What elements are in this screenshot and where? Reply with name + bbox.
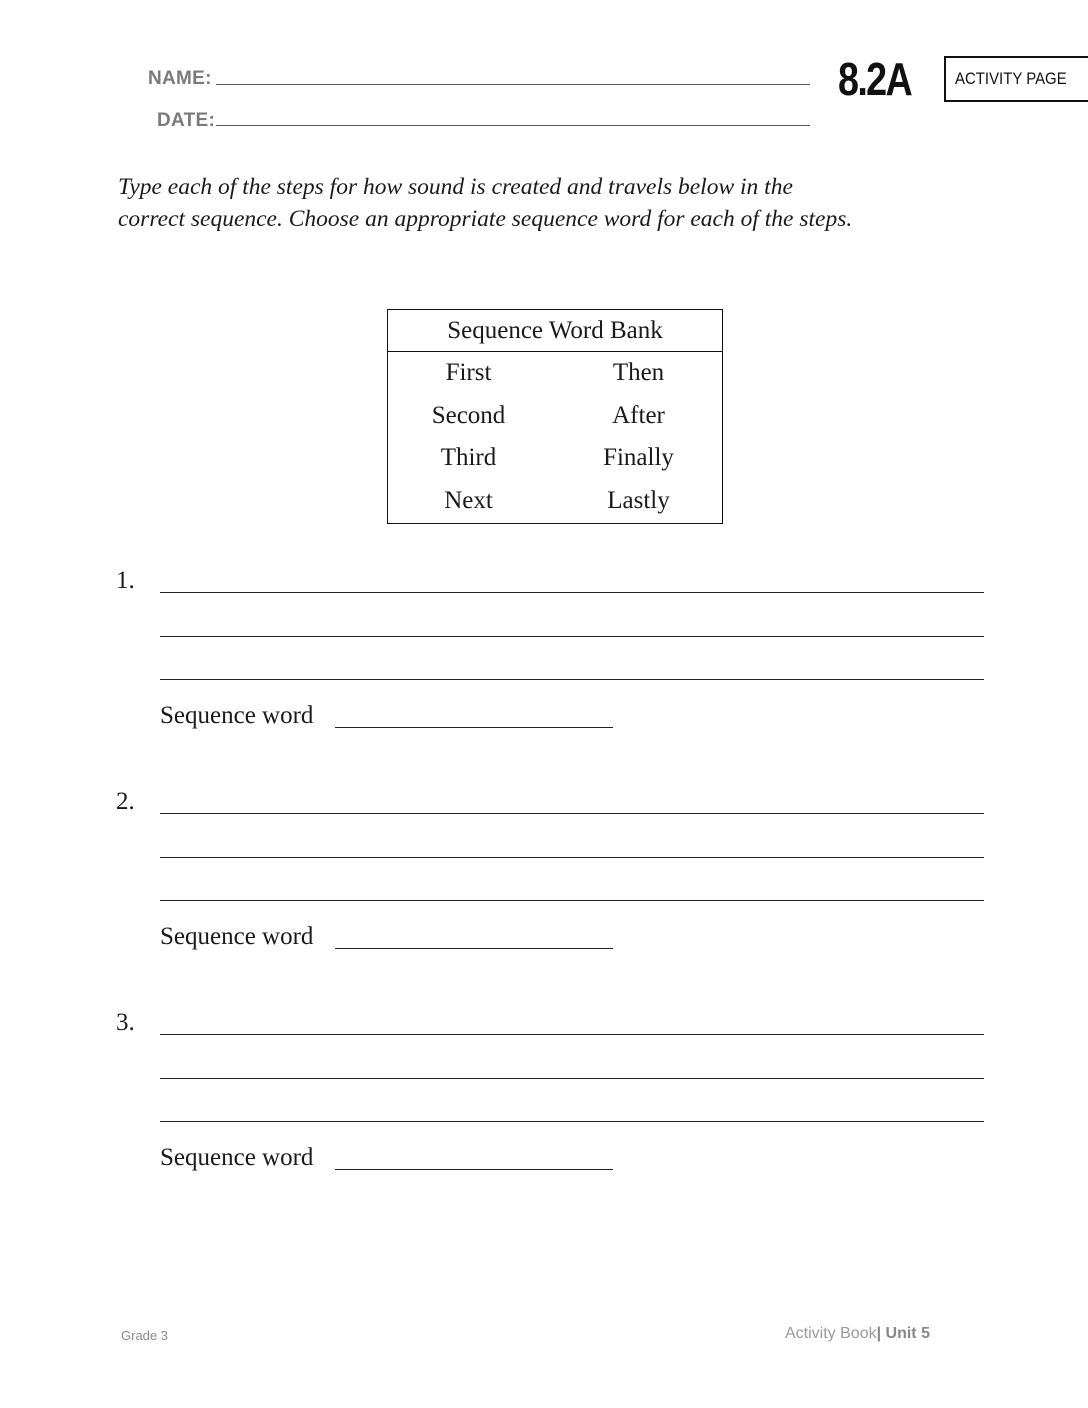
answer-line[interactable] [160, 636, 984, 637]
word-bank-word: Then [612, 359, 665, 387]
answer-line[interactable] [160, 813, 984, 814]
footer-unit: Unit 5 [885, 1325, 930, 1342]
date-field[interactable] [216, 125, 810, 126]
word-bank-word: First [445, 359, 492, 387]
sequence-word-bank [387, 309, 723, 524]
sequence-word-line[interactable] [335, 727, 613, 728]
answer-line[interactable] [160, 900, 984, 901]
sequence-word-label: Sequence word [160, 1144, 314, 1171]
sequence-word-label: Sequence word [160, 702, 314, 729]
footer-grade: Grade 3 [121, 1328, 168, 1343]
sequence-word-label: Sequence word [160, 923, 314, 950]
word-bank-title: Sequence Word Bank [388, 310, 722, 352]
sequence-word-line[interactable] [335, 948, 613, 949]
name-field[interactable] [216, 84, 810, 85]
word-bank-word: Next [444, 486, 493, 514]
step-number: 3. [116, 1009, 135, 1036]
word-bank-word: Finally [603, 444, 674, 472]
sequence-word-line[interactable] [335, 1169, 613, 1170]
answer-line[interactable] [160, 1034, 984, 1035]
word-bank-grid [388, 352, 722, 522]
instructions [118, 171, 1018, 235]
activity-page-label: ACTIVITY PAGE [955, 69, 1067, 88]
word-bank-word: Lastly [607, 486, 670, 514]
step-number: 2. [116, 788, 135, 815]
word-bank-word: Third [440, 444, 497, 472]
page-number: 8.2A [838, 53, 912, 105]
answer-line[interactable] [160, 1078, 984, 1079]
instructions-line-1: Type each of the steps for how sound is created and travels below in the [118, 174, 793, 200]
answer-line[interactable] [160, 592, 984, 593]
name-label: NAME: [148, 68, 212, 89]
footer-book: Activity Book [785, 1325, 877, 1342]
activity-page-badge [944, 56, 1088, 102]
answer-line[interactable] [160, 679, 984, 680]
footer-book-info [785, 1325, 930, 1343]
answer-line[interactable] [160, 1121, 984, 1122]
date-label: DATE: [157, 110, 216, 131]
step-number: 1. [116, 567, 135, 594]
footer-separator: | [876, 1325, 882, 1342]
answer-line[interactable] [160, 857, 984, 858]
word-bank-word: Second [431, 401, 506, 429]
word-bank-word: After [612, 401, 665, 429]
instructions-line-2: correct sequence. Choose an appropriate sequence word for each of the steps. [118, 206, 853, 232]
